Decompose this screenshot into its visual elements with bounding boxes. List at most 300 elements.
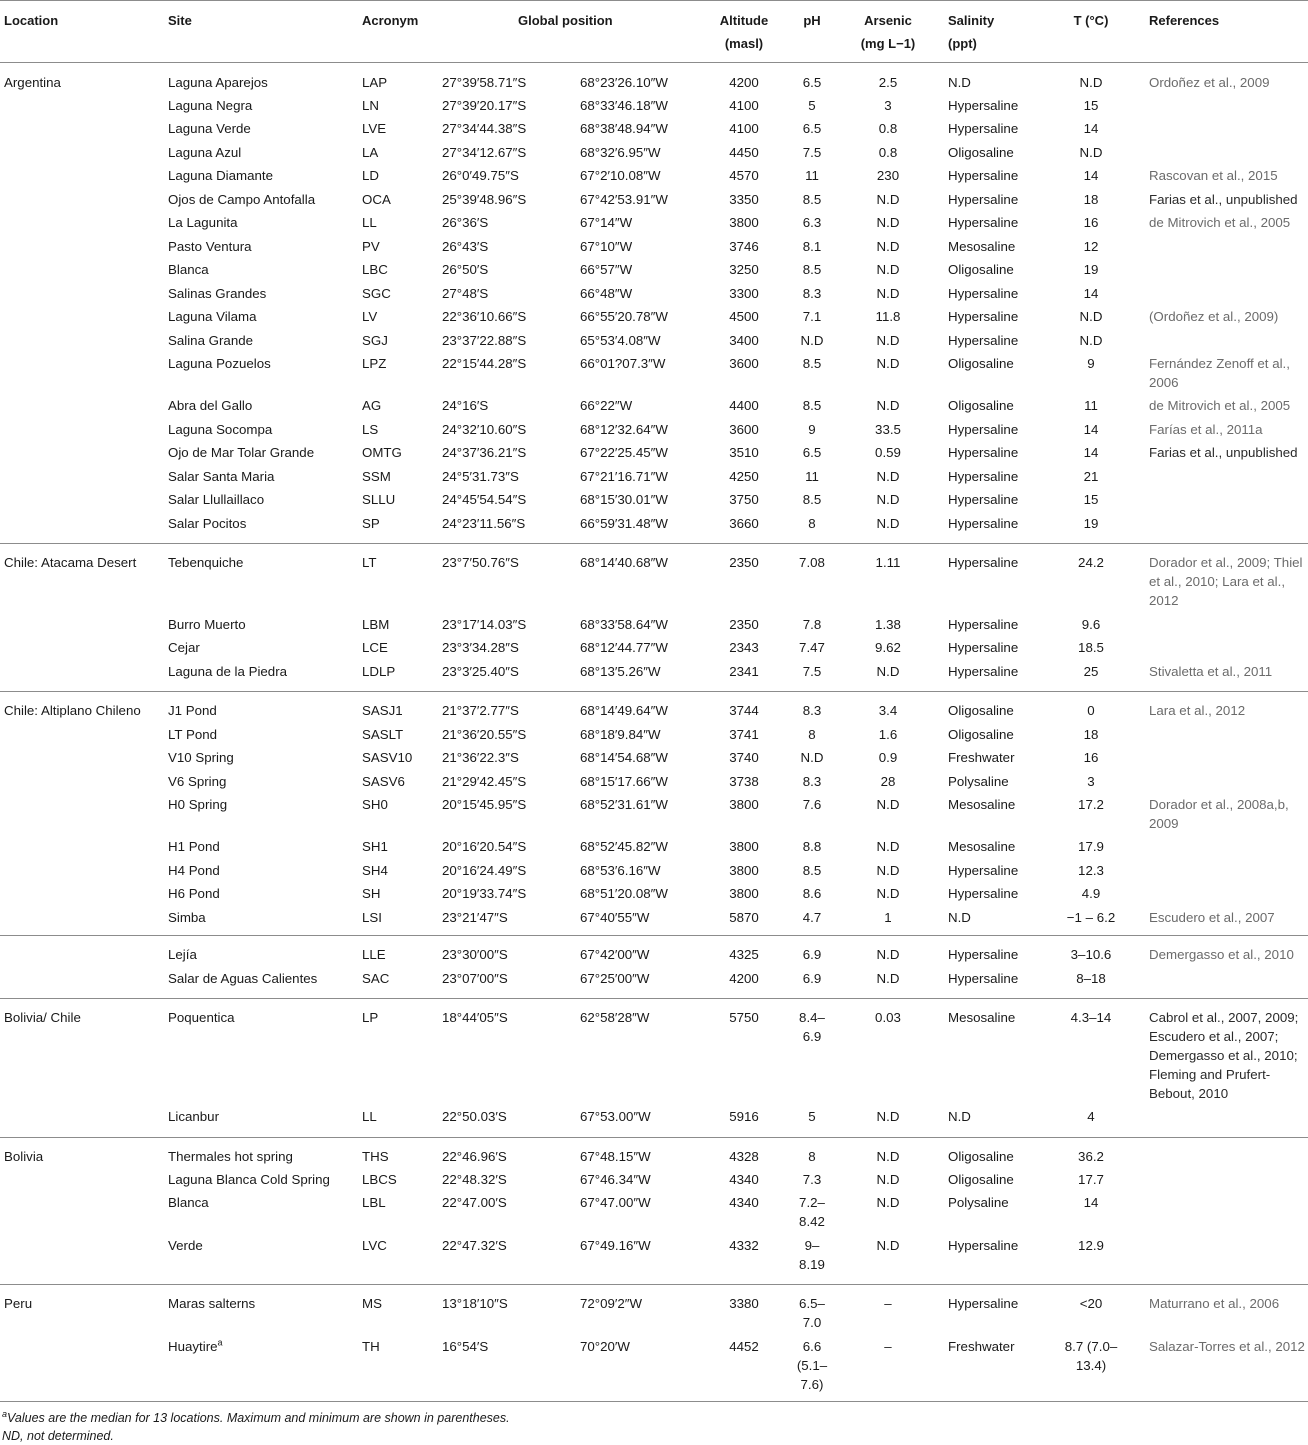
cell-alt-text: 5916 <box>729 1109 759 1124</box>
cell-as-text: 2.5 <box>878 75 898 90</box>
cell-site <box>168 1294 255 1313</box>
cell-ph-text: 7.5 <box>802 145 822 160</box>
cell-alt-text: 4452 <box>729 1339 759 1354</box>
cell-lon-text: 68°12′44.77″W <box>580 640 668 655</box>
cell-lon-text: 67°49.16″W <box>580 1238 651 1253</box>
cell-acr <box>362 1170 397 1189</box>
cell-lon <box>580 1337 630 1356</box>
cell-acr <box>362 1107 377 1126</box>
cell-ph <box>790 861 834 880</box>
cell-lat-text: 22°47.00′S <box>442 1195 507 1210</box>
cell-as-text: 11.8 <box>875 309 901 324</box>
cell-acr-text: LBL <box>362 1195 386 1210</box>
cell-sal <box>948 213 1018 232</box>
cell-lat-text: 24°16′S <box>442 398 489 413</box>
cell-site <box>168 166 273 185</box>
cell-alt-text: 4328 <box>729 1149 759 1164</box>
cell-sal-text: Oligosaline <box>948 727 1014 742</box>
cell-sal-text: Hypersaline <box>948 664 1019 679</box>
cell-t <box>1050 284 1132 303</box>
cell-sal <box>948 307 1018 326</box>
cell-alt <box>698 467 790 486</box>
cell-alt <box>698 748 790 767</box>
cell-sal <box>948 260 1014 279</box>
cell-alt-text: 5870 <box>729 910 759 925</box>
cell-lon <box>580 420 668 439</box>
cell-t <box>1050 307 1132 326</box>
cell-sal <box>948 1107 971 1126</box>
cell-acr-text: SASJ1 <box>362 703 403 718</box>
cell-ph <box>790 837 834 856</box>
cell-sal-text: Hypersaline <box>948 168 1019 183</box>
cell-alt-text: 3738 <box>729 774 759 789</box>
cell-t <box>1050 969 1132 988</box>
cell-t-text: 21 <box>1083 469 1099 484</box>
cell-alt <box>698 638 790 657</box>
cell-as <box>850 748 926 767</box>
cell-ph-text: 7.5 <box>802 664 822 679</box>
cell-t <box>1050 1170 1132 1189</box>
cell-site <box>168 490 264 509</box>
cell-lat <box>442 1008 508 1027</box>
cell-as <box>850 1236 926 1255</box>
cell-acr-text: LS <box>362 422 379 437</box>
cell-ref <box>1149 795 1305 833</box>
cell-t-text: 19 <box>1083 262 1099 277</box>
cell-lon <box>580 945 649 964</box>
cell-ref-text: de Mitrovich et al., 2005 <box>1149 215 1291 230</box>
cell-ph-text: 8.5 <box>802 398 822 413</box>
cell-acr-text: TH <box>362 1339 380 1354</box>
cell-ref-text: de Mitrovich et al., 2005 <box>1149 398 1291 413</box>
cell-acr-text: LT <box>362 555 377 570</box>
cell-acr <box>362 213 377 232</box>
cell-lat-text: 23°3′25.40″S <box>442 664 519 679</box>
cell-as-text: N.D <box>876 1238 900 1253</box>
cell-sal <box>948 772 1009 791</box>
cell-alt-text: 3250 <box>729 262 759 277</box>
cell-alt-text: 3380 <box>729 1296 759 1311</box>
cell-site <box>168 96 252 115</box>
cell-lat-text: 16°54′S <box>442 1339 489 1354</box>
cell-t-text: N.D <box>1079 333 1103 348</box>
header-altitude <box>698 9 790 55</box>
cell-site <box>168 1337 223 1356</box>
cell-ph-text: 6.5– 7.0 <box>799 1296 825 1330</box>
cell-ph-text: 8.5 <box>802 492 822 507</box>
cell-lat <box>442 1337 488 1356</box>
cell-site-text: Laguna Socompa <box>168 422 273 437</box>
cell-site-text: Laguna Aparejos <box>168 75 268 90</box>
cell-sal-text: Oligosaline <box>948 1172 1014 1187</box>
cell-t-text: 16 <box>1083 215 1099 230</box>
cell-site <box>168 795 227 814</box>
cell-acr <box>362 837 388 856</box>
cell-site <box>168 969 317 988</box>
cell-alt <box>698 1008 790 1027</box>
cell-t <box>1050 490 1132 509</box>
cell-ph-text: 8.1 <box>802 239 822 254</box>
cell-acr <box>362 969 389 988</box>
cell-sal <box>948 837 1015 856</box>
cell-sal <box>948 143 1014 162</box>
cell-sal-text: Oligosaline <box>948 703 1014 718</box>
cell-sal <box>948 1170 1014 1189</box>
cell-alt-text: 3300 <box>729 286 759 301</box>
cell-ph <box>790 396 834 415</box>
cell-acr-text: SP <box>362 516 380 531</box>
cell-lat-text: 24°37′36.21″S <box>442 445 527 460</box>
cell-sal-text: Hypersaline <box>948 947 1019 962</box>
cell-as-text: N.D <box>876 863 900 878</box>
cell-as <box>850 615 926 634</box>
cell-alt <box>698 119 790 138</box>
cell-ph-text: 8.6 <box>802 886 822 901</box>
cell-alt-text: 4250 <box>729 469 759 484</box>
cell-lat-text: 21°29′42.45″S <box>442 774 527 789</box>
cell-site <box>168 861 220 880</box>
cell-lon-text: 66°57″W <box>580 262 633 277</box>
cell-t <box>1050 190 1132 209</box>
cell-as <box>850 638 926 657</box>
cell-alt-text: 3800 <box>729 797 759 812</box>
cell-ref-text: Rascovan et al., 2015 <box>1149 168 1278 183</box>
cell-site <box>168 396 252 415</box>
cell-t-text: 4 <box>1087 1109 1095 1124</box>
cell-sal <box>948 1337 1015 1356</box>
cell-site-text: J1 Pond <box>168 703 217 718</box>
cell-ref <box>1149 1008 1305 1103</box>
cell-ph <box>790 119 834 138</box>
cell-lat-text: 23°7′50.76″S <box>442 555 519 570</box>
cell-sal-text: Freshwater <box>948 750 1015 765</box>
cell-loc <box>4 73 61 92</box>
cell-ref <box>1149 662 1305 681</box>
cell-lon <box>580 96 668 115</box>
cell-as-text: 3.4 <box>878 703 898 718</box>
cell-lon <box>580 514 668 533</box>
cell-sal <box>948 795 1015 814</box>
cell-site-text: Lejía <box>168 947 197 962</box>
cell-as <box>850 467 926 486</box>
cell-lat <box>442 1107 507 1126</box>
cell-ph-text: 8 <box>808 727 816 742</box>
cell-alt-text: 5750 <box>729 1010 759 1025</box>
group-divider <box>0 543 1308 544</box>
cell-ph <box>790 96 834 115</box>
cell-lon <box>580 1236 651 1255</box>
cell-sal-text: Oligosaline <box>948 262 1014 277</box>
cell-site-text: Ojos de Campo Antofalla <box>168 192 316 207</box>
cell-site <box>168 514 246 533</box>
footnote-a-text: Values are the median for 13 locations. Maximum and minimum are shown in parentheses. <box>7 1411 510 1425</box>
cell-sal-text: Hypersaline <box>948 617 1019 632</box>
cell-as-text: N.D <box>876 398 900 413</box>
cell-loc-text: Peru <box>4 1296 33 1311</box>
cell-lat <box>442 837 526 856</box>
cell-as <box>850 237 926 256</box>
cell-as-text: 0.9 <box>878 750 898 765</box>
cell-t-text: 3 <box>1087 774 1095 789</box>
cell-t-text: 4.9 <box>1081 886 1101 901</box>
cell-alt <box>698 908 790 927</box>
cell-alt-text: 4450 <box>729 145 759 160</box>
cell-loc-text: Argentina <box>4 75 61 90</box>
cell-acr-text: OMTG <box>362 445 402 460</box>
cell-sal-text: Hypersaline <box>948 98 1019 113</box>
cell-sal <box>948 284 1018 303</box>
cell-acr-text: LCE <box>362 640 388 655</box>
cell-lon <box>580 73 668 92</box>
cell-ph-text: N.D <box>800 750 824 765</box>
cell-t-text: 17.2 <box>1078 797 1104 812</box>
cell-acr <box>362 795 388 814</box>
cell-lon-text: 68°38′48.94″W <box>580 121 668 136</box>
cell-lat <box>442 354 526 373</box>
cell-site <box>168 331 253 350</box>
cell-lat-text: 27°48′S <box>442 286 489 301</box>
cell-acr <box>362 1008 378 1027</box>
cell-t-text: 8.7 (7.0–13.4) <box>1064 1339 1118 1373</box>
cell-lon-text: 68°52′31.61″W <box>580 797 668 812</box>
cell-lat <box>442 96 526 115</box>
cell-lat-text: 24°45′54.54″S <box>442 492 527 507</box>
cell-alt <box>698 190 790 209</box>
cell-ph <box>790 772 834 791</box>
cell-sal-text: Oligosaline <box>948 356 1014 371</box>
cell-alt <box>698 490 790 509</box>
cell-sal <box>948 166 1018 185</box>
cell-t-text: 14 <box>1083 168 1099 183</box>
cell-site-text: V10 Spring <box>168 750 234 765</box>
cell-ph <box>790 166 834 185</box>
cell-t <box>1050 1236 1132 1255</box>
cell-alt <box>698 1337 790 1356</box>
cell-as <box>850 1008 926 1027</box>
cell-as <box>850 701 926 720</box>
cell-ph <box>790 284 834 303</box>
cell-as-text: N.D <box>876 516 900 531</box>
cell-as-text: 0.03 <box>875 1010 901 1025</box>
cell-alt <box>698 701 790 720</box>
cell-lon <box>580 1170 651 1189</box>
cell-lat-text: 20°19′33.74″S <box>442 886 527 901</box>
cell-ph <box>790 1008 834 1046</box>
cell-alt <box>698 1170 790 1189</box>
cell-site <box>168 354 271 373</box>
cell-t-text: 18 <box>1083 727 1099 742</box>
cell-site-text: H0 Spring <box>168 797 228 812</box>
cell-lon-text: 68°52′45.82″W <box>580 839 668 854</box>
cell-ref <box>1149 908 1305 927</box>
cell-lat <box>442 1236 507 1255</box>
cell-acr <box>362 73 387 92</box>
cell-sal <box>948 331 1018 350</box>
cell-lon <box>580 701 668 720</box>
cell-sal-text: Hypersaline <box>948 422 1019 437</box>
cell-ref-text: Farias et al., unpublished <box>1149 192 1298 207</box>
cell-t-text: 12.3 <box>1078 863 1104 878</box>
cell-alt-text: 4340 <box>729 1172 759 1187</box>
cell-ph-text: 11 <box>805 469 819 484</box>
cell-as-text: N.D <box>876 262 900 277</box>
cell-lat <box>442 884 526 903</box>
header-salinity-label: Salinity <box>948 13 995 28</box>
cell-t <box>1050 615 1132 634</box>
cell-acr <box>362 701 403 720</box>
cell-t-text: 4.3–14 <box>1070 1010 1112 1025</box>
cell-sal-text: Hypersaline <box>948 121 1019 136</box>
cell-site-text: Laguna Verde <box>168 121 251 136</box>
cell-lat <box>442 795 526 814</box>
cell-lat <box>442 119 526 138</box>
cell-site-text: Huaytire <box>168 1339 218 1354</box>
cell-acr-text: LSI <box>362 910 382 925</box>
cell-ph <box>790 748 834 767</box>
cell-alt <box>698 615 790 634</box>
cell-site <box>168 420 272 439</box>
cell-acr <box>362 884 380 903</box>
cell-acr <box>362 1337 380 1356</box>
cell-ph <box>790 615 834 634</box>
cell-lat-text: 23°07′00″S <box>442 971 508 986</box>
cell-site <box>168 73 268 92</box>
cell-acr <box>362 615 389 634</box>
cell-lat-text: 26°50′S <box>442 262 489 277</box>
cell-acr <box>362 260 388 279</box>
cell-sal-text: Hypersaline <box>948 640 1019 655</box>
cell-site-text: Tebenquiche <box>168 555 244 570</box>
cell-alt-text: 2341 <box>729 664 759 679</box>
cell-sal-text: Hypersaline <box>948 555 1019 570</box>
cell-sal-text: N.D <box>948 75 971 90</box>
cell-lat <box>442 143 526 162</box>
cell-alt <box>698 945 790 964</box>
header-altitude-label: Altitude <box>719 13 769 28</box>
cell-t <box>1050 467 1132 486</box>
cell-alt <box>698 837 790 856</box>
header-acronym: Acronym <box>362 13 419 28</box>
cell-ph <box>790 213 834 232</box>
cell-acr-text: MS <box>362 1296 382 1311</box>
cell-acr-text: LPZ <box>362 356 387 371</box>
cell-acr <box>362 490 395 509</box>
cell-sal-text: Hypersaline <box>948 445 1019 460</box>
cell-alt-text: 4325 <box>729 947 759 962</box>
cell-site <box>168 725 217 744</box>
cell-lat-text: 23°37′22.88″S <box>442 333 527 348</box>
cell-site <box>168 884 220 903</box>
cell-alt-text: 4340 <box>729 1195 759 1210</box>
cell-site <box>168 284 266 303</box>
cell-t <box>1050 837 1132 856</box>
cell-alt <box>698 73 790 92</box>
cell-lon <box>580 1008 649 1027</box>
cell-acr-text: SSM <box>362 469 391 484</box>
cell-t-text: 17.7 <box>1078 1172 1104 1187</box>
cell-acr <box>362 166 379 185</box>
cell-lon-text: 68°32′6.95″W <box>580 145 661 160</box>
cell-t <box>1050 662 1132 681</box>
cell-site-text: Salar Santa Maria <box>168 469 275 484</box>
cell-site-text: Laguna de la Piedra <box>168 664 288 679</box>
cell-alt <box>698 553 790 572</box>
cell-acr <box>362 514 380 533</box>
cell-ph-text: 7.1 <box>802 309 822 324</box>
cell-lon-text: 67°25′00″W <box>580 971 650 986</box>
cell-sal <box>948 490 1018 509</box>
cell-ph-text: 8.3 <box>802 703 822 718</box>
cell-loc <box>4 1008 81 1027</box>
cell-as <box>850 307 926 326</box>
cell-lon-text: 66°48″W <box>580 286 633 301</box>
cell-t-text: <20 <box>1079 1296 1103 1311</box>
cell-sal-text: Hypersaline <box>948 1238 1019 1253</box>
cell-ref-text: Dorador et al., 2008a,b, 2009 <box>1149 797 1289 831</box>
cell-site <box>168 190 315 209</box>
cell-acr-text: LN <box>362 98 379 113</box>
cell-lon <box>580 1107 651 1126</box>
cell-as-text: N.D <box>876 947 900 962</box>
cell-t-text: 3–10.6 <box>1070 947 1112 962</box>
cell-lon <box>580 396 632 415</box>
cell-as <box>850 725 926 744</box>
cell-as-text: N.D <box>876 286 900 301</box>
cell-lat <box>442 213 488 232</box>
cell-site-text: Salinas Grandes <box>168 286 267 301</box>
cell-site-text: H1 Pond <box>168 839 220 854</box>
cell-alt-text: 4332 <box>729 1238 759 1253</box>
cell-lat-text: 22°46.96′S <box>442 1149 507 1164</box>
cell-site-text: Simba <box>168 910 206 925</box>
cell-ph <box>790 307 834 326</box>
cell-site <box>168 143 241 162</box>
cell-t <box>1050 96 1132 115</box>
cell-ph <box>790 190 834 209</box>
cell-ph-text: 8.8 <box>802 839 822 854</box>
cell-lat-text: 22°15′44.28″S <box>442 356 527 371</box>
cell-site <box>168 945 197 964</box>
cell-sal <box>948 237 1015 256</box>
table-header <box>0 0 1308 63</box>
cell-ref <box>1149 73 1305 92</box>
cell-acr <box>362 331 388 350</box>
cell-as <box>850 143 926 162</box>
cell-lat-text: 23°17′14.03″S <box>442 617 527 632</box>
cell-ph-text: 6.9 <box>802 947 822 962</box>
cell-lat <box>442 553 519 572</box>
cell-lon <box>580 795 668 814</box>
cell-site <box>168 748 234 767</box>
cell-alt-text: 3600 <box>729 422 759 437</box>
cell-site <box>168 772 226 791</box>
cell-lon-text: 68°14′54.68″W <box>580 750 668 765</box>
cell-as <box>850 1147 926 1166</box>
cell-site-text: V6 Spring <box>168 774 227 789</box>
cell-sal-text: Mesosaline <box>948 239 1016 254</box>
cell-as <box>850 861 926 880</box>
cell-sal-text: Mesosaline <box>948 1010 1016 1025</box>
cell-lon-text: 68°33′46.18″W <box>580 98 668 113</box>
cell-acr-text: LBM <box>362 617 390 632</box>
cell-ref <box>1149 213 1305 232</box>
cell-lat <box>442 307 526 326</box>
cell-sal <box>948 443 1018 462</box>
cell-site-text: Thermales hot spring <box>168 1149 293 1164</box>
cell-t-text: 11 <box>1084 398 1098 413</box>
cell-sal <box>948 1008 1015 1027</box>
cell-lon <box>580 638 668 657</box>
